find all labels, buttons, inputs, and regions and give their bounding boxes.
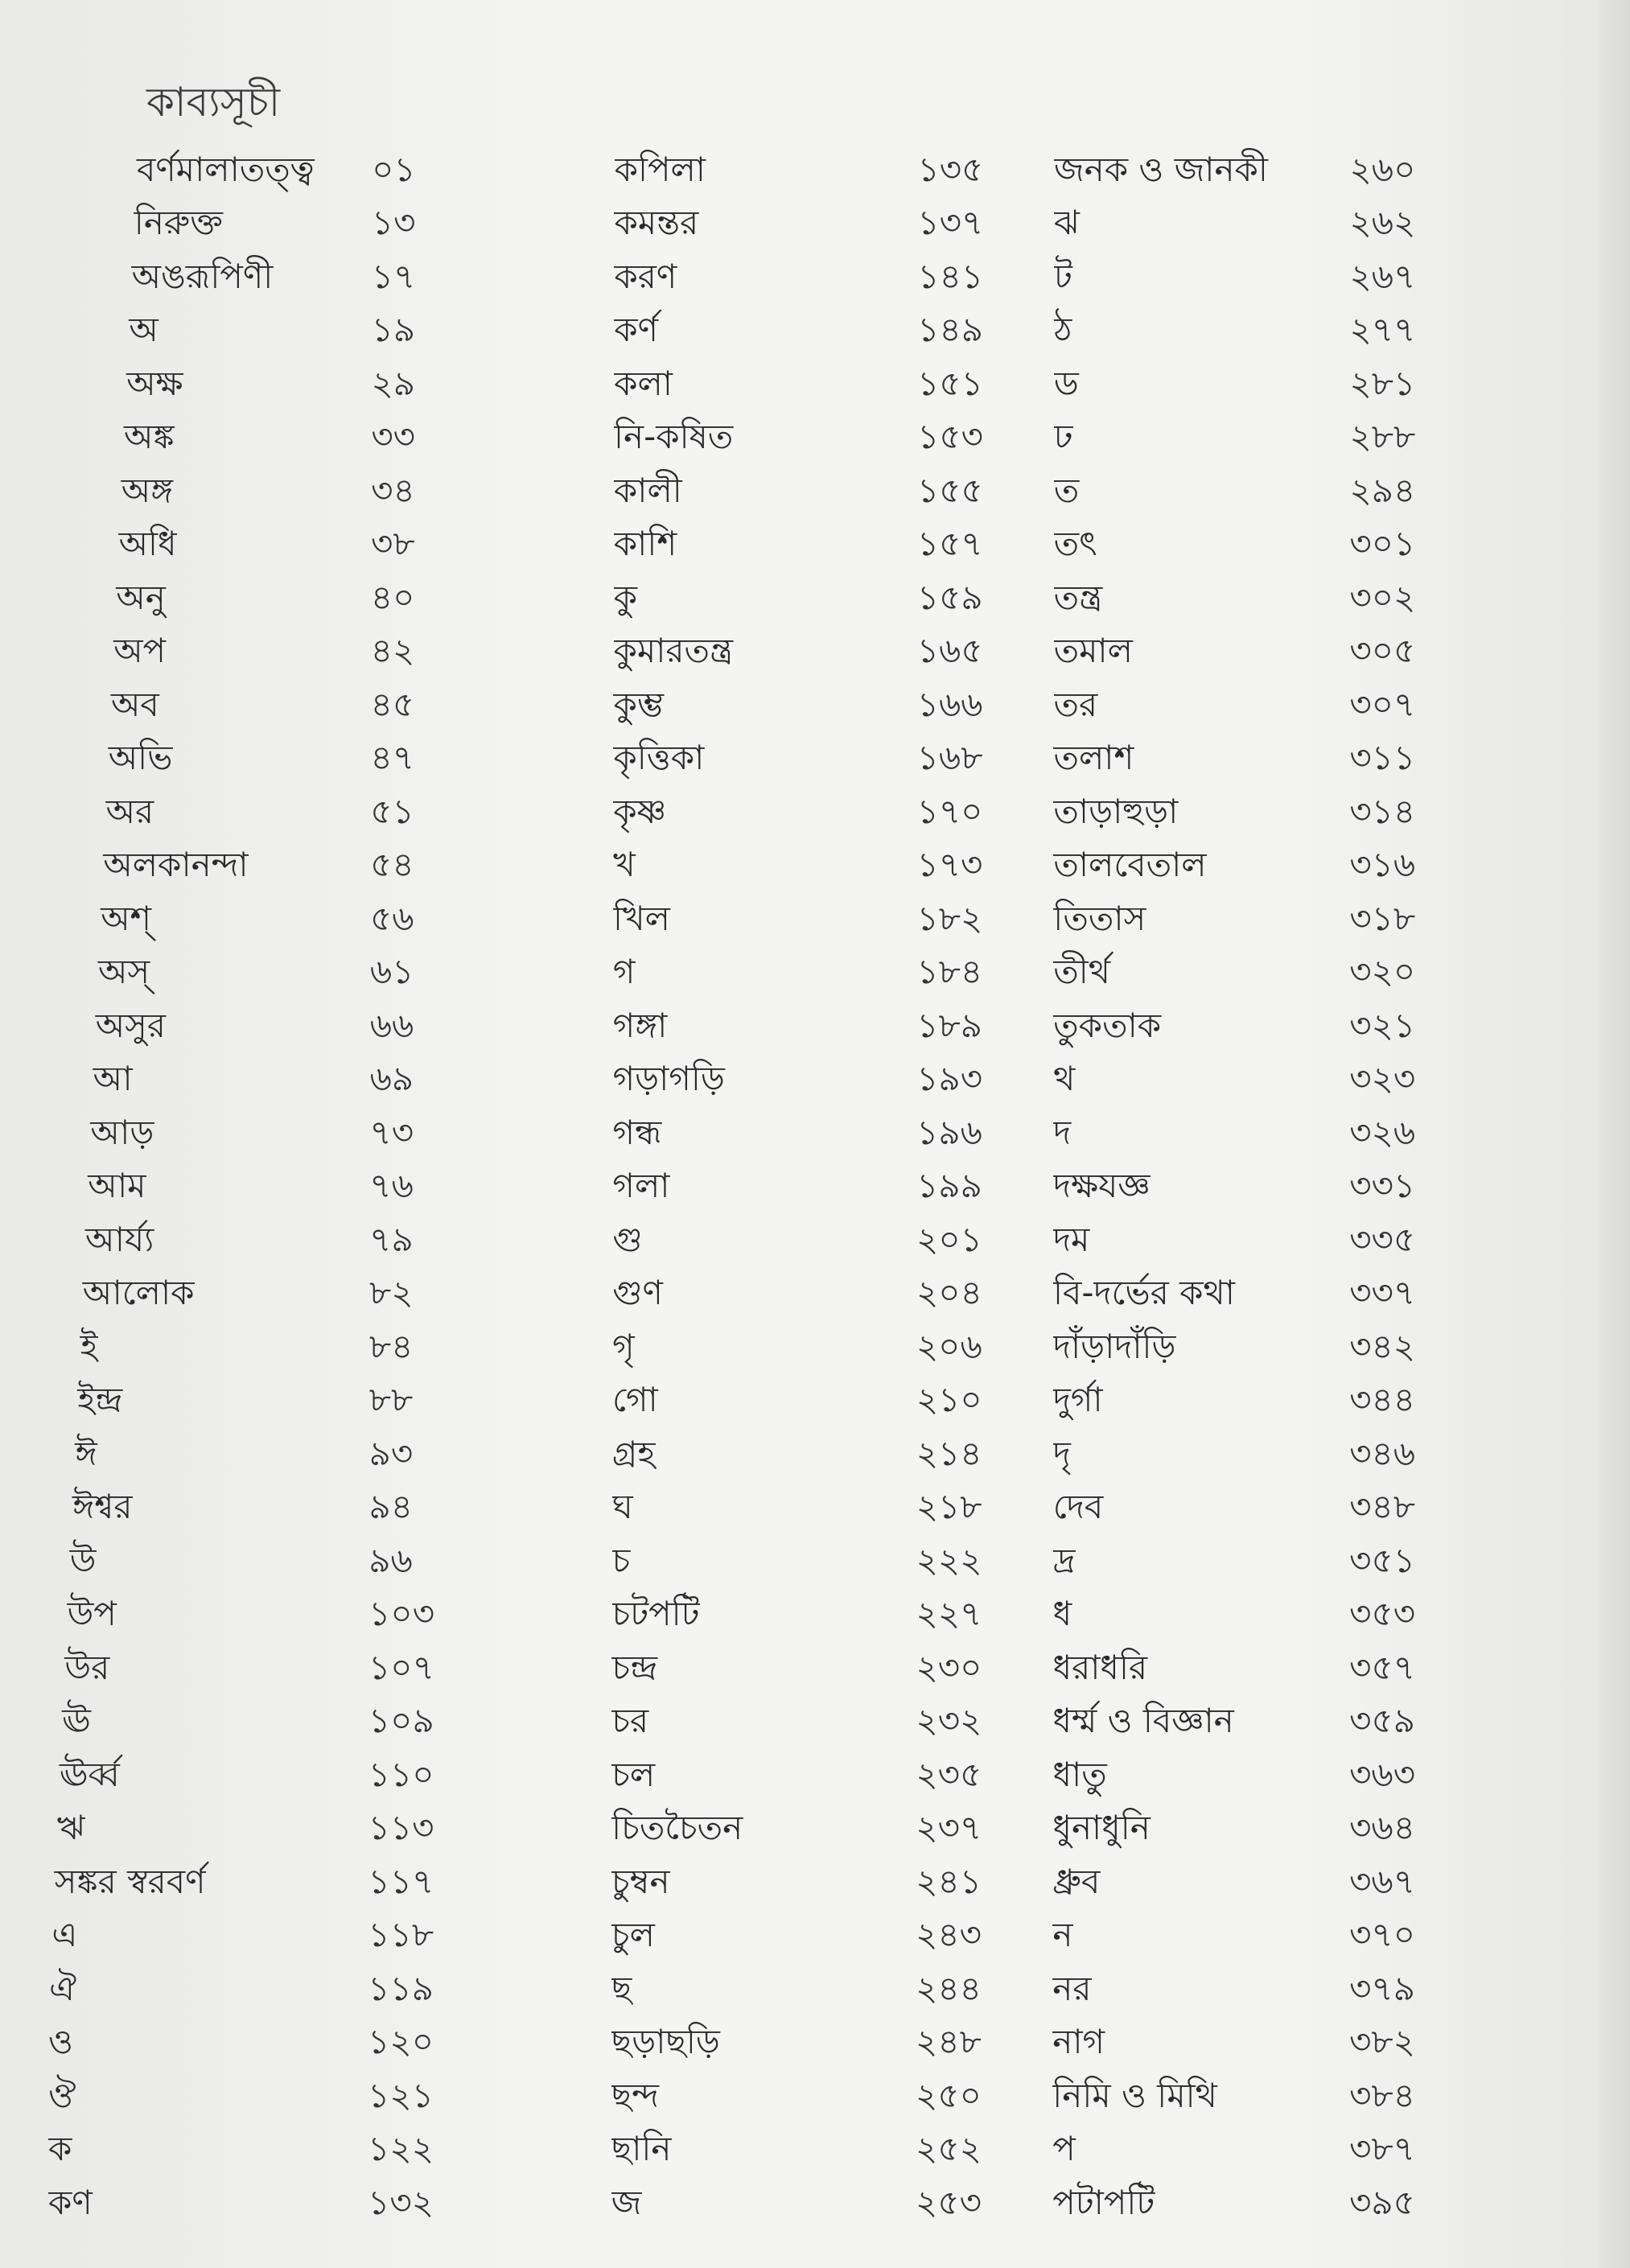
toc-entry-title: দেব	[1052, 1487, 1104, 1527]
toc-entry-title: তালবেতাল	[1053, 845, 1207, 885]
toc-entry-page: ১৬৫	[916, 631, 983, 671]
page-edge-shadow	[1598, 0, 1630, 2268]
toc-entry-title: দম	[1052, 1219, 1090, 1259]
toc-row	[48, 306, 1448, 360]
toc-entry-page: ২৬০	[1349, 149, 1416, 189]
toc-entry-title: বর্ণমালাতত্ত্ব	[137, 149, 315, 189]
toc-row	[48, 1964, 1448, 2018]
toc-entry-title: চিতচৈতন	[611, 1808, 743, 1848]
toc-entry-page: ১২০	[368, 2022, 434, 2062]
toc-entry-title: তন্ত্র	[1053, 577, 1103, 617]
toc-entry-page: ২৩০	[916, 1647, 982, 1687]
toc-row	[48, 2125, 1448, 2179]
toc-entry-page: ১৭০	[916, 791, 983, 831]
toc-row	[48, 1376, 1448, 1430]
toc-entry-title: অস্	[98, 952, 150, 992]
toc-entry-page: ৩২৬	[1349, 1112, 1416, 1152]
toc-entry-page: ৪২	[370, 631, 415, 671]
toc-entry-page: ৩৯৫	[1349, 2182, 1415, 2222]
toc-entry-title: চুল	[611, 1915, 655, 1955]
toc-entry-title: ইন্দ্র	[77, 1380, 123, 1420]
toc-entry-title: ধর্ম্ম ও বিজ্ঞান	[1052, 1701, 1234, 1741]
toc-row	[48, 787, 1448, 841]
toc-entry-page: ২৪৪	[916, 1968, 982, 2008]
toc-row	[48, 252, 1448, 306]
toc-row	[48, 145, 1448, 199]
toc-entry-page: ৩৩১	[1349, 1166, 1416, 1206]
toc-entry-page: ২২২	[916, 1540, 982, 1580]
toc-entry-title: দক্ষযজ্ঞ	[1053, 1166, 1150, 1206]
toc-entry-page: ৬১	[369, 952, 414, 992]
toc-entry-title: ঔ	[48, 2075, 76, 2115]
toc-entry-page: ৩১৬	[1349, 845, 1416, 885]
toc-entry-page: ৩৪৮	[1349, 1487, 1416, 1527]
toc-entry-page: ৩৫৩	[1349, 1594, 1416, 1634]
toc-entry-page: ৩৩	[371, 417, 415, 457]
toc-entry-page: ৬৬	[369, 1005, 414, 1045]
toc-entry-title: ধাতু	[1052, 1754, 1107, 1794]
toc-entry-title: কণ	[48, 2182, 93, 2222]
toc-row	[48, 1590, 1448, 1644]
toc-entry-page: ১৯	[371, 310, 416, 350]
toc-entry-page: ১৮২	[916, 898, 983, 938]
toc-entry-title: গুণ	[612, 1273, 663, 1313]
toc-row	[48, 359, 1448, 413]
toc-row	[48, 466, 1448, 520]
toc-entry-title: নিরুক্ত	[134, 203, 223, 243]
toc-row	[48, 1750, 1448, 1804]
toc-entry-title: ঠ	[1053, 310, 1072, 350]
toc-entry-title: আম	[88, 1166, 146, 1206]
toc-entry-page: ৯৬	[368, 1540, 413, 1580]
toc-entry-page: ৩৩৫	[1349, 1219, 1416, 1259]
toc-entry-page: ৬৯	[369, 1059, 414, 1099]
toc-entry-title: ক	[48, 2129, 72, 2169]
toc-row	[48, 894, 1448, 948]
toc-row	[48, 1215, 1448, 1269]
toc-entry-title: গৃ	[612, 1326, 635, 1366]
toc-entry-title: গঙ্গা	[612, 1005, 668, 1045]
toc-row	[48, 1697, 1448, 1751]
toc-row	[48, 1536, 1448, 1590]
toc-entry-title: গলা	[612, 1166, 670, 1206]
toc-entry-page: ৮৮	[368, 1380, 414, 1420]
toc-entry-page: ৩০২	[1349, 577, 1416, 617]
toc-entry-title: কমন্তর	[614, 203, 699, 243]
toc-entry-title: গো	[611, 1380, 658, 1420]
toc-entry-title: আলোক	[82, 1273, 195, 1313]
toc-entry-title: উপ	[67, 1594, 117, 1634]
toc-entry-title: অর	[105, 791, 154, 831]
toc-entry-title: চল	[611, 1754, 656, 1794]
toc-row	[48, 734, 1448, 788]
toc-row	[48, 1162, 1448, 1216]
toc-row	[48, 1483, 1448, 1537]
toc-entry-title: খ	[613, 845, 636, 885]
toc-entry-title: সঙ্কর স্বরবর্ণ	[54, 1861, 206, 1901]
toc-entry-title: ধ	[1052, 1594, 1072, 1634]
toc-entry-page: ৩৬৪	[1349, 1808, 1415, 1848]
toc-entry-page: ৫৬	[370, 898, 414, 938]
toc-entry-page: ২৪৮	[916, 2022, 982, 2062]
toc-entry-title: আড়	[90, 1112, 154, 1152]
toc-entry-title: অধি	[118, 524, 177, 564]
toc-entry-title: অ	[129, 310, 158, 350]
toc-entry-page: ২৩৭	[916, 1808, 982, 1848]
toc-row	[48, 520, 1448, 574]
toc-entry-page: ৩৮৪	[1349, 2075, 1415, 2115]
toc-entry-page: ১৫৯	[916, 577, 983, 617]
toc-entry-page: ৩৬৭	[1349, 1861, 1416, 1901]
toc-entry-title: দ	[1053, 1112, 1072, 1152]
toc-entry-page: ৩০৭	[1349, 684, 1416, 724]
toc-entry-title: এ	[51, 1915, 78, 1955]
toc-entry-page: ২০৪	[916, 1273, 982, 1313]
toc-row	[48, 2018, 1448, 2072]
toc-entry-title: কৃত্তিকা	[613, 738, 705, 778]
toc-entry-page: ২১০	[916, 1380, 982, 1420]
toc-entry-page: ৩০১	[1349, 524, 1416, 564]
toc-entry-page: ৩২৩	[1349, 1059, 1416, 1099]
toc-entry-title: নিমি ও মিথি	[1052, 2075, 1217, 2115]
toc-entry-page: ২৬৭	[1349, 256, 1416, 296]
toc-entry-page: ০১	[372, 149, 416, 189]
toc-entry-title: চর	[611, 1701, 649, 1741]
toc-entry-page: ২৫০	[916, 2075, 982, 2115]
toc-entry-page: ৯৪	[368, 1487, 413, 1527]
toc-entry-title: তিতাস	[1053, 898, 1146, 938]
toc-entry-page: ৪০	[370, 577, 415, 617]
toc-entry-page: ৫৪	[370, 845, 414, 885]
toc-entry-title: জনক ও জানকী	[1054, 149, 1268, 189]
toc-entry-page: ২৯	[371, 363, 416, 403]
toc-entry-title: চটপটি	[611, 1594, 700, 1634]
toc-entry-page: ১৮৪	[916, 952, 983, 992]
toc-entry-title: তাড়াহুড়া	[1053, 791, 1179, 831]
toc-entry-title: খিল	[612, 898, 670, 938]
toc-entry-page: ১৭৩	[916, 845, 983, 885]
toc-entry-title: কু	[613, 577, 638, 617]
toc-entry-title: ঘ	[611, 1487, 633, 1527]
toc-entry-title: দুর্গা	[1052, 1380, 1103, 1420]
toc-entry-page: ১২২	[368, 2129, 434, 2169]
toc-entry-title: অঙ্ক	[124, 417, 175, 457]
toc-entry-title: কলা	[614, 363, 673, 403]
toc-entry-page: ১৩২	[368, 2182, 434, 2222]
toc-entry-page: ৩১৮	[1349, 898, 1416, 938]
toc-entry-title: তুকতাক	[1053, 1005, 1162, 1045]
toc-entry-page: ৩০৫	[1349, 631, 1416, 671]
toc-entry-page: ৭৯	[369, 1219, 414, 1259]
toc-entry-page: ১৫৩	[917, 417, 983, 457]
toc-entry-title: গড়াগড়ি	[612, 1059, 725, 1099]
toc-entry-page: ১৫৭	[916, 524, 983, 564]
toc-entry-title: কুমারতন্ত্র	[613, 631, 734, 671]
toc-entry-page: ৮২	[369, 1273, 414, 1313]
toc-entry-title: কালী	[613, 470, 682, 510]
toc-entry-title: আ	[93, 1059, 133, 1099]
toc-entry-title: অক্ষ	[126, 363, 183, 403]
toc-entry-page: ২২৭	[916, 1594, 982, 1634]
toc-row	[48, 2071, 1448, 2125]
toc-entry-title: তমাল	[1053, 631, 1133, 671]
toc-entry-title: ধ্রুব	[1052, 1861, 1101, 1901]
toc-entry-title: অপ	[113, 631, 167, 671]
toc-entry-page: ৪৫	[370, 684, 415, 724]
toc-entry-title: অশ্	[101, 898, 152, 938]
toc-entry-title: বি-দর্ভের কথা	[1052, 1273, 1235, 1313]
toc-entry-page: ৩৫৭	[1349, 1647, 1416, 1687]
toc-entry-title: আর্য্য	[85, 1219, 154, 1259]
toc-entry-title: অঙরূপিণী	[131, 256, 274, 296]
toc-entry-page: ৩৫১	[1349, 1540, 1415, 1580]
toc-entry-page: ১৯৬	[916, 1112, 982, 1152]
toc-entry-title: ছন্দ	[611, 2075, 659, 2115]
toc-entry-page: ১১৭	[368, 1861, 434, 1901]
toc-entry-title: অলকানন্দা	[103, 845, 249, 885]
toc-entry-title: কৃষ্ণ	[613, 791, 667, 831]
toc-entry-page: ৩২০	[1349, 952, 1416, 992]
toc-row	[48, 1429, 1448, 1483]
toc-entry-page: ১০৯	[368, 1701, 434, 1741]
toc-row	[48, 948, 1448, 1002]
toc-entry-title: ন	[1052, 1915, 1073, 1955]
toc-entry-page: ২৩৫	[916, 1754, 982, 1794]
toc-row	[48, 841, 1448, 895]
toc-entry-title: ঈশ্বর	[72, 1487, 133, 1527]
toc-row	[48, 2178, 1448, 2232]
toc-entry-title: জ	[611, 2182, 642, 2222]
toc-entry-title: নর	[1052, 1968, 1092, 2008]
toc-entry-page: ২১৪	[916, 1433, 982, 1473]
toc-entry-page: ৮৪	[368, 1326, 414, 1366]
toc-entry-title: গ্রহ	[611, 1433, 656, 1473]
toc-entry-title: পটাপটি	[1052, 2182, 1155, 2222]
toc-entry-title: চ	[611, 1540, 631, 1580]
page-title: কাব্যসূচী	[146, 79, 281, 126]
toc-entry-page: ৩৮	[371, 524, 415, 564]
toc-entry-page: ২০৬	[916, 1326, 982, 1366]
toc-entry-page: ২০১	[916, 1219, 982, 1259]
toc-entry-page: ২৪১	[916, 1861, 982, 1901]
toc-entry-page: ১৮৯	[916, 1005, 983, 1045]
toc-entry-title: তলাশ	[1053, 738, 1134, 778]
toc-entry-title: চুম্বন	[611, 1861, 670, 1901]
toc-entry-page: ৩৭৯	[1349, 1968, 1415, 2008]
toc-entry-page: ৩৪৬	[1349, 1433, 1416, 1473]
toc-entry-title: গ	[612, 952, 636, 992]
toc-entry-title: অনু	[116, 577, 166, 617]
toc-entry-page: ২৩২	[916, 1701, 982, 1741]
toc-entry-title: দাঁড়াদাঁড়ি	[1052, 1326, 1176, 1366]
toc-entry-page: ১০৩	[368, 1594, 435, 1634]
toc-entry-title: দৃ	[1052, 1433, 1071, 1473]
toc-entry-title: ধরাধরি	[1052, 1647, 1148, 1687]
toc-entry-page: ১৪৯	[917, 310, 983, 350]
toc-entry-title: ঐ	[49, 1968, 76, 2008]
toc-entry-page: ১৯৯	[916, 1166, 982, 1206]
toc-row	[48, 199, 1448, 253]
toc-entry-page: ১২১	[368, 2075, 434, 2115]
toc-entry-page: ৩১৪	[1349, 791, 1416, 831]
toc-entry-page: ২৮৮	[1349, 417, 1416, 457]
toc-entry-title: কপিলা	[614, 149, 706, 189]
toc-entry-title: কুম্ভ	[613, 684, 665, 724]
toc-row	[48, 1322, 1448, 1376]
toc-entry-title: ছড়াছড়ি	[611, 2022, 720, 2062]
toc-entry-page: ৩৮৭	[1349, 2129, 1415, 2169]
toc-entry-title: ও	[48, 2022, 73, 2062]
contents-table	[48, 145, 1448, 2232]
toc-entry-title: উ	[69, 1540, 97, 1580]
toc-entry-title: ড	[1053, 363, 1079, 403]
toc-entry-page: ৭৩	[369, 1112, 414, 1152]
toc-row	[48, 1055, 1448, 1109]
toc-row	[48, 1804, 1448, 1858]
toc-entry-page: ৩৪৪	[1349, 1380, 1416, 1420]
toc-entry-title: কাশি	[613, 524, 677, 564]
toc-entry-title: নাগ	[1052, 2022, 1105, 2062]
toc-entry-title: ট	[1053, 256, 1072, 296]
toc-entry-title: থ	[1053, 1059, 1076, 1099]
toc-entry-page: ২৪৩	[916, 1915, 982, 1955]
toc-entry-title: নি-কষিত	[614, 417, 734, 457]
toc-entry-title: দ্র	[1052, 1540, 1076, 1580]
toc-entry-title: অসুর	[95, 1005, 167, 1045]
toc-entry-page: ১৪১	[917, 256, 984, 296]
toc-entry-title: ঊ	[62, 1701, 91, 1741]
toc-entry-page: ৩৪	[371, 470, 415, 510]
toc-entry-title: ঢ	[1053, 417, 1073, 457]
toc-row	[48, 627, 1448, 681]
toc-entry-page: ১৬৮	[916, 738, 983, 778]
toc-entry-page: ৯৩	[368, 1433, 414, 1473]
toc-entry-title: কর্ণ	[614, 310, 658, 350]
toc-entry-page: ২৯৪	[1349, 470, 1416, 510]
toc-entry-page: ৩২১	[1349, 1005, 1416, 1045]
toc-entry-title: ঝ	[1054, 203, 1080, 243]
toc-entry-page: ১৩৭	[917, 203, 984, 243]
toc-entry-title: ই	[80, 1326, 98, 1366]
toc-entry-page: ২৬২	[1349, 203, 1416, 243]
toc-entry-page: ১৫৫	[917, 470, 983, 510]
toc-entry-page: ১০৭	[368, 1647, 434, 1687]
toc-entry-page: ১৬৬	[916, 684, 983, 724]
toc-entry-title: অঙ্গ	[121, 470, 174, 510]
toc-entry-title: তৎ	[1053, 524, 1097, 564]
toc-entry-title: ছ	[611, 1968, 632, 2008]
toc-entry-page: ২৫৩	[916, 2182, 982, 2222]
toc-row	[48, 1911, 1448, 1965]
toc-entry-page: ২৫২	[916, 2129, 982, 2169]
toc-entry-page: ১৭	[371, 256, 416, 296]
toc-entry-page: ১৩	[371, 203, 416, 243]
toc-entry-page: ৫১	[370, 791, 414, 831]
toc-entry-title: প	[1052, 2129, 1076, 2169]
toc-entry-page: ৭৬	[369, 1166, 414, 1206]
toc-row	[48, 1643, 1448, 1697]
toc-entry-title: করণ	[614, 256, 677, 296]
toc-entry-title: ঈ	[75, 1433, 97, 1473]
toc-entry-title: ত	[1053, 470, 1080, 510]
toc-entry-page: ১১০	[368, 1754, 434, 1794]
toc-row	[48, 1269, 1448, 1323]
toc-entry-page: ১১৮	[368, 1915, 434, 1955]
toc-entry-page: ৩১১	[1349, 738, 1416, 778]
toc-row	[48, 413, 1448, 467]
toc-row	[48, 1857, 1448, 1911]
toc-entry-page: ২১৮	[916, 1487, 982, 1527]
toc-entry-page: ৩৭০	[1349, 1915, 1416, 1955]
toc-entry-title: গন্ধ	[612, 1112, 662, 1152]
toc-entry-title: অভি	[108, 738, 173, 778]
toc-entry-title: ধুনাধুনি	[1052, 1808, 1150, 1848]
toc-entry-title: উর	[64, 1647, 110, 1687]
toc-entry-page: ২৮১	[1349, 363, 1416, 403]
toc-entry-page: ১১৩	[368, 1808, 434, 1848]
toc-row	[48, 680, 1448, 734]
toc-entry-page: ১৫১	[917, 363, 983, 403]
toc-entry-page: ৩৫৯	[1349, 1701, 1415, 1741]
toc-entry-page: ৩৩৭	[1349, 1273, 1416, 1313]
toc-entry-page: ১৯৩	[916, 1059, 983, 1099]
toc-row	[48, 1108, 1448, 1162]
toc-entry-title: ঋ	[56, 1808, 85, 1848]
toc-entry-title: গু	[612, 1219, 643, 1259]
toc-entry-title: ছানি	[611, 2129, 672, 2169]
toc-entry-title: চন্দ্র	[611, 1647, 658, 1687]
toc-row	[48, 1001, 1448, 1055]
toc-entry-title: ঊর্ব্ব	[60, 1754, 120, 1794]
toc-entry-page: ৩৮২	[1349, 2022, 1415, 2062]
toc-entry-title: তর	[1053, 684, 1098, 724]
toc-entry-title: অব	[111, 684, 159, 724]
toc-entry-page: ২৭৭	[1349, 310, 1416, 350]
toc-entry-page: ৩৬৩	[1349, 1754, 1416, 1794]
toc-entry-page: ৩৪২	[1349, 1326, 1416, 1366]
toc-entry-page: ১১৯	[368, 1968, 434, 2008]
toc-entry-page: ৪৭	[370, 738, 414, 778]
toc-entry-title: তীর্থ	[1053, 952, 1110, 992]
toc-entry-page: ১৩৫	[917, 149, 984, 189]
toc-row	[48, 573, 1448, 627]
